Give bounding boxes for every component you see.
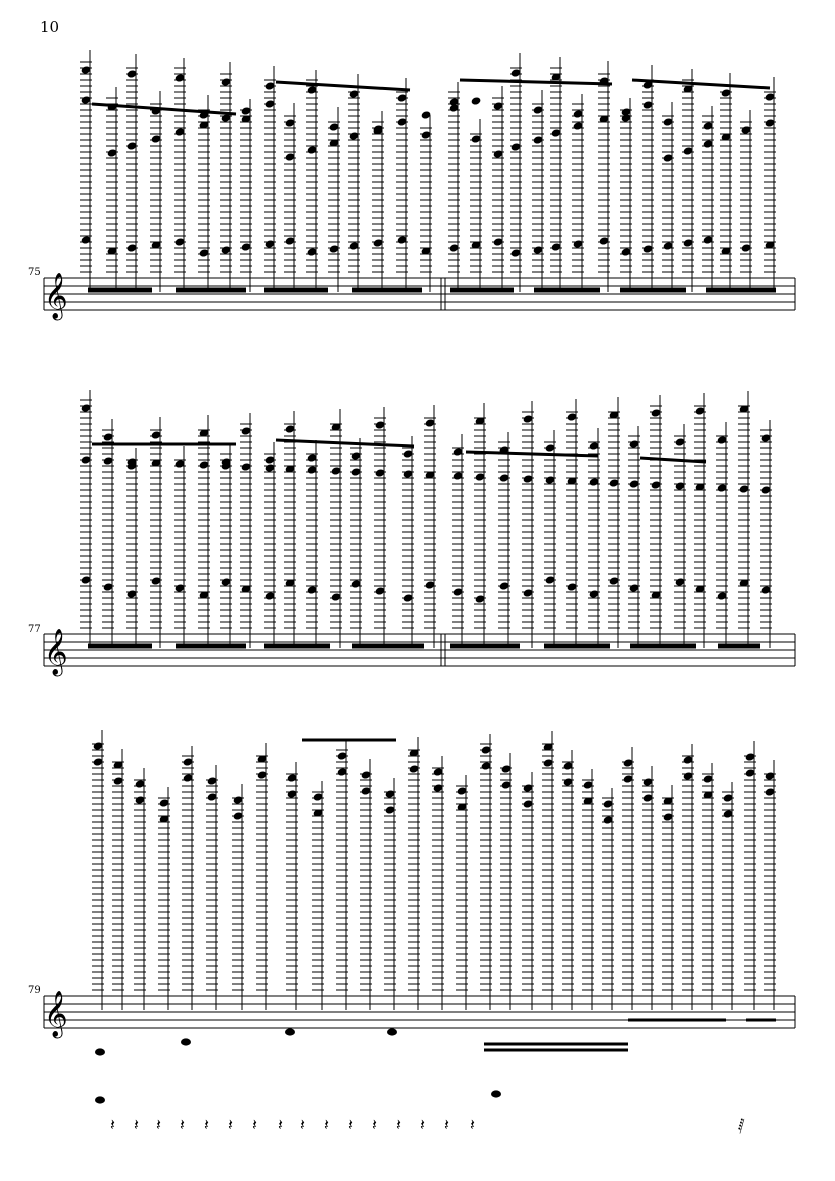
note-column	[284, 103, 296, 292]
note-column	[642, 65, 654, 292]
note-column	[264, 66, 276, 292]
note-column	[740, 110, 752, 292]
quarter-rest-icon: 𝄽	[324, 1115, 329, 1134]
note-column	[284, 411, 296, 648]
note-column	[694, 393, 706, 648]
beam	[466, 452, 598, 456]
note-column	[550, 57, 562, 292]
measure-number-79: 79	[28, 985, 41, 996]
note-column	[424, 405, 436, 648]
note-column	[206, 765, 218, 1010]
note-column	[432, 756, 444, 1010]
quarter-rest-icon: 𝄽	[396, 1115, 401, 1134]
note-column	[220, 444, 232, 648]
note-column	[174, 446, 186, 648]
quarter-rest-icon: 𝄽	[156, 1115, 161, 1134]
note-column	[112, 749, 124, 1010]
note-column	[198, 95, 210, 292]
note-column	[500, 753, 512, 1010]
note-column	[650, 395, 662, 648]
note-head	[95, 1048, 105, 1055]
note-column	[134, 768, 146, 1010]
note-column	[286, 762, 298, 1010]
note-column	[126, 448, 138, 648]
note-column	[598, 61, 610, 292]
note-head	[285, 1028, 295, 1035]
staff-lines	[44, 996, 795, 1028]
note-column	[158, 787, 170, 1010]
beam	[460, 80, 612, 84]
note-column	[542, 731, 554, 1010]
note-column	[264, 442, 276, 648]
note-column	[360, 759, 372, 1010]
note-head	[95, 1096, 105, 1103]
note-column	[744, 741, 756, 1010]
note-column	[588, 428, 600, 648]
note-column	[608, 397, 620, 648]
note-column	[720, 73, 732, 292]
quarter-rest-icon: 𝄽	[348, 1115, 353, 1134]
note-column	[350, 438, 362, 648]
note-column	[256, 743, 268, 1010]
note-column	[662, 785, 674, 1010]
note-column	[480, 734, 492, 1010]
note-column	[126, 54, 138, 292]
system-2	[28, 390, 795, 677]
quarter-rest-icon: 𝄽	[204, 1115, 209, 1134]
note-column	[174, 58, 186, 292]
note-column	[544, 430, 556, 648]
note-column	[602, 788, 614, 1010]
note-column	[150, 91, 162, 292]
note-column	[582, 769, 594, 1010]
note-column	[80, 50, 92, 292]
quarter-rest-icon: 𝄽	[300, 1115, 305, 1134]
note-column	[522, 772, 534, 1010]
note-column	[764, 760, 776, 1010]
note-column	[330, 409, 342, 648]
note-column	[562, 750, 574, 1010]
treble-clef-icon: 𝄞	[44, 629, 68, 675]
page-number: 10	[40, 18, 60, 36]
note-column	[408, 737, 420, 1010]
note-column	[306, 70, 318, 292]
system-1	[28, 50, 795, 321]
note-column	[628, 426, 640, 648]
note-group	[80, 50, 776, 292]
system-3	[28, 730, 795, 1134]
note-column	[716, 422, 728, 648]
quarter-rest-icon: 𝄽	[444, 1115, 449, 1134]
note-column	[328, 107, 340, 292]
beam	[276, 440, 414, 446]
note-column	[622, 747, 634, 1010]
note-column	[452, 434, 464, 648]
note-column	[220, 62, 232, 292]
note-column	[402, 436, 414, 648]
quarter-rest-icon: 𝄽	[110, 1115, 115, 1134]
note-column	[682, 744, 694, 1010]
note-column	[498, 432, 510, 648]
quarter-rest-icon: 𝄽	[278, 1115, 283, 1134]
note-column	[722, 782, 734, 1010]
staff-lines	[44, 278, 795, 310]
quarter-rest-icon: 𝄽	[134, 1115, 139, 1134]
note-column	[682, 69, 694, 292]
note-column	[312, 781, 324, 1010]
note-column	[702, 106, 714, 292]
note-column	[80, 390, 92, 648]
note-group	[92, 730, 776, 1104]
note-column	[150, 417, 162, 648]
note-column	[674, 424, 686, 648]
note-column	[702, 763, 714, 1010]
beam	[632, 80, 770, 88]
note-column	[456, 775, 468, 1010]
note-column	[336, 740, 348, 1010]
note-column	[566, 399, 578, 648]
beam	[276, 82, 410, 90]
staff-lines	[44, 634, 795, 666]
beam	[640, 458, 706, 462]
note-column	[240, 99, 252, 292]
note-column	[642, 766, 654, 1010]
note-head	[491, 1090, 501, 1097]
note-column	[240, 413, 252, 648]
note-column	[532, 90, 544, 292]
note-column	[232, 784, 244, 1010]
note-column	[510, 53, 522, 292]
note-column	[474, 403, 486, 648]
note-column	[522, 401, 534, 648]
quarter-rest-icon: 𝄽	[470, 1115, 475, 1134]
note-column	[198, 415, 210, 648]
note-column	[182, 746, 194, 1010]
note-head	[387, 1028, 397, 1035]
quarter-rest-icon: 𝄽	[228, 1115, 233, 1134]
note-column	[738, 391, 750, 648]
treble-clef-icon: 𝄞	[44, 991, 68, 1037]
note-column	[306, 440, 318, 648]
note-column	[764, 77, 776, 292]
note-column	[760, 420, 772, 648]
measure-number-75: 75	[28, 267, 41, 278]
quarter-rest-icon: 𝄽	[180, 1115, 185, 1134]
note-column	[396, 78, 408, 292]
note-head	[181, 1038, 191, 1045]
note-column	[348, 74, 360, 292]
note-column	[620, 98, 632, 292]
note-column	[102, 419, 114, 648]
measure-number-77: 77	[28, 624, 41, 635]
note-column	[372, 111, 384, 292]
quarter-rest-icon: 𝄽	[252, 1115, 257, 1134]
note-column	[448, 82, 460, 292]
note-column	[92, 730, 104, 1010]
note-column	[662, 102, 674, 292]
note-column	[470, 96, 482, 292]
note-column	[572, 94, 584, 292]
note-column	[420, 110, 432, 292]
note-column	[384, 778, 396, 1010]
sixty-fourth-rest-icon: 𝅁	[738, 1115, 745, 1134]
quarter-rest-icon: 𝄽	[420, 1115, 425, 1134]
quarter-rest-icon: 𝄽	[372, 1115, 377, 1134]
rest-row	[110, 1115, 745, 1134]
note-column	[106, 87, 118, 292]
note-group	[80, 390, 772, 648]
treble-clef-icon: 𝄞	[44, 273, 68, 319]
note-column	[492, 86, 504, 292]
